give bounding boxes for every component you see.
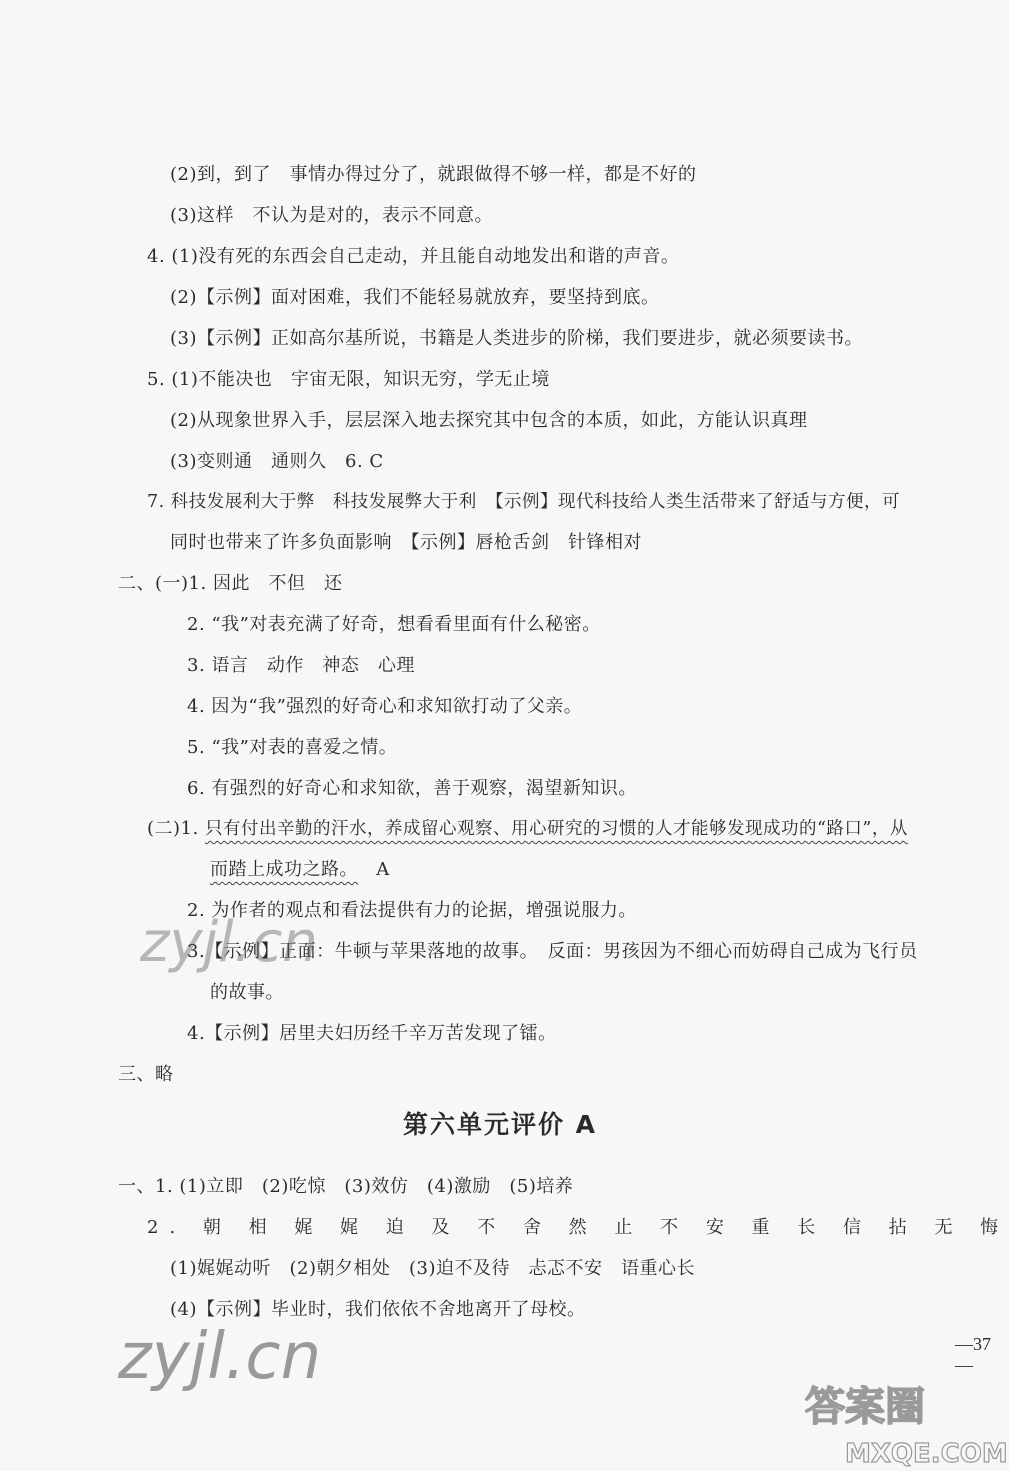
- site-stamp-logo: [790, 1372, 1008, 1469]
- stamp-text: 答案圈: [805, 1384, 925, 1430]
- answer-line: [147, 817, 908, 841]
- answer-line: 的故事。: [210, 982, 284, 1003]
- answer-line: 三、略: [118, 1064, 174, 1085]
- answer-line: (2)从现象世界入手，层层深入地去探究其中包含的本质，如此，方能认识真理: [170, 410, 808, 431]
- answer-line: (3)这样 不认为是对的，表示不同意。: [170, 205, 493, 226]
- answer-line: 6. 有强烈的好奇心和求知欲，善于观察，渴望新知识。: [187, 778, 637, 799]
- answer-line: 2. 朝 相 娓 娓 迫 及 不 舍 然 止 不 安 重 长 信 拈 无 悔: [147, 1217, 1009, 1238]
- answer-line: 2. “我”对表充满了好奇，想看看里面有什么秘密。: [187, 614, 601, 635]
- answer-line: 一、1. (1)立即 (2)吃惊 (3)效仿 (4)激励 (5)培养: [118, 1176, 574, 1197]
- answer-line: 二、(一)1. 因此 不但 还: [118, 573, 343, 594]
- watermark: zyjl.cn: [140, 910, 318, 975]
- answer-line: 3.【示例】正面：牛顿与苹果落地的故事。 反面：男孩因为不细心而妨碍自己成为飞行员: [187, 941, 918, 962]
- answer-line: 2. 为作者的观点和看法提供有力的论据，增强说服力。: [187, 900, 637, 921]
- answer-line: 3. 语言 动作 神态 心理: [187, 655, 415, 676]
- underlined-answer: 而踏上成功之路。: [210, 859, 358, 880]
- section-title: 第六单元评价 A: [402, 1110, 598, 1139]
- answer-line: 4.【示例】居里夫妇历经千辛万苦发现了镭。: [187, 1023, 557, 1044]
- answer-line: 5. “我”对表的喜爱之情。: [187, 737, 398, 758]
- answer-line: (2)【示例】面对困难，我们不能轻易就放弃，要坚持到底。: [170, 287, 660, 308]
- watermark: zyjl.cn: [118, 1320, 322, 1394]
- answer-line: (3)变则通 通则久 6. C: [170, 451, 384, 472]
- answer-line: 5. (1)不能决也 宇宙无限，知识无穷，学无止境: [147, 369, 550, 390]
- answer-line: (3)【示例】正如高尔基所说，书籍是人类进步的阶梯，我们要进步，就必须要读书。: [170, 328, 863, 349]
- answer-line: (2)到，到了 事情办得过分了，就跟做得不够一样，都是不好的: [170, 164, 697, 185]
- item-number: (二)1.: [147, 818, 199, 839]
- answer-line: 同时也带来了许多负面影响 【示例】唇枪舌剑 针锋相对: [170, 532, 642, 553]
- answer-line: (4)【示例】毕业时，我们依依不舍地离开了母校。: [170, 1299, 586, 1320]
- answer-line: (1)娓娓动听 (2)朝夕相处 (3)迫不及待 忐忑不安 语重心长: [170, 1258, 695, 1279]
- answer-line: [210, 858, 390, 882]
- stamp-url: MXQE.COM: [845, 1439, 1008, 1469]
- underlined-answer: 只有付出辛勤的汗水，养成留心观察、用心研究的习惯的人才能够发现成功的“路口”，从: [204, 819, 908, 839]
- answer-line: 7. 科技发展利大于弊 科技发展弊大于利 【示例】现代科技给人类生活带来了舒适与方便，可: [147, 492, 901, 512]
- answer-line: 4. 因为“我”强烈的好奇心和求知欲打动了父亲。: [187, 696, 583, 717]
- answer-line: 4. (1)没有死的东西会自己走动，并且能自动地发出和谐的声音。: [147, 246, 680, 267]
- choice-letter: A: [376, 859, 390, 880]
- page-number: —37—: [955, 1334, 991, 1375]
